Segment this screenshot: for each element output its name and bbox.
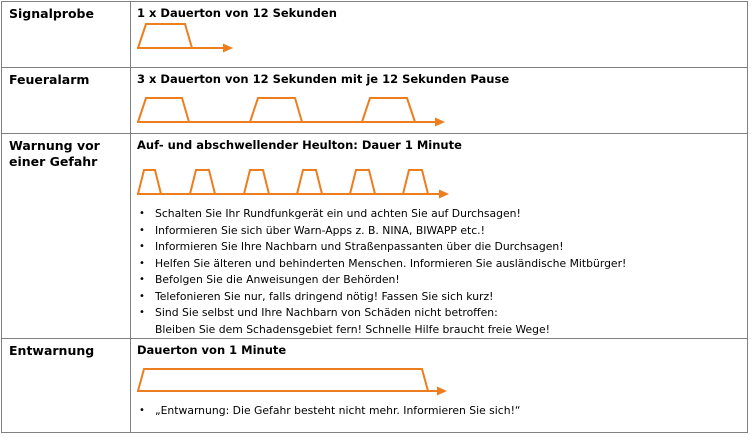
signal-pulse (138, 24, 192, 48)
signal-pulse (297, 170, 322, 194)
timeline-arrowhead (437, 387, 447, 396)
row-label: Feueralarm (2, 68, 131, 134)
signal-pulse (190, 170, 215, 194)
list-item: • Telefonieren Sie nur, falls dringend nötig! Fassen Sie sich kurz! (155, 289, 747, 306)
timeline-arrowhead (435, 118, 445, 127)
row-label (2, 134, 131, 339)
siren-signal-diagram (137, 357, 467, 397)
signal-pulse (403, 170, 428, 194)
signal-pulse (138, 369, 428, 391)
row-content (131, 2, 748, 68)
signal-description: 3 x Dauerton von 12 Sekunden mit je 12 Sekunden Pause (137, 72, 510, 86)
list-item: • Helfen Sie älteren und behinderten Menschen. Informieren Sie ausländische Mitbürger! (155, 256, 747, 273)
list-item: • „Entwarnung: Die Gefahr besteht nicht mehr. Informieren Sie sich!“ (155, 403, 747, 420)
list-item-continuation: Bleiben Sie dem Schadensgebiet fern! Schnelle Hilfe braucht freie Wege! (155, 322, 550, 336)
signal-description: Auf- und abschwellender Heulton: Dauer 1 Minute (137, 138, 462, 152)
siren-signals-table (1, 1, 748, 433)
signal-pulse (362, 98, 415, 122)
row-label-line: einer Gefahr (9, 154, 98, 169)
signal-pulse (138, 170, 161, 194)
signal-description: 1 x Dauerton von 12 Sekunden (137, 6, 337, 20)
row-content (131, 134, 748, 339)
row-entwarnung (2, 339, 748, 433)
list-item: • Informieren Sie sich über Warn-Apps z. B. NINA, BIWAPP etc.! (155, 223, 747, 240)
siren-signal-diagram (137, 86, 467, 130)
row-label-line: Warnung vor (9, 138, 100, 153)
timeline-arrowhead (439, 190, 449, 199)
siren-signal-diagram (137, 152, 467, 200)
row-content (131, 339, 748, 433)
list-item-text: Sind Sie selbst und Ihre Nachbarn von Schäden nicht betroffen: (155, 306, 498, 319)
list-item: • Befolgen Sie die Anweisungen der Behörden! (155, 272, 747, 289)
row-feueralarm (2, 68, 748, 134)
siren-signal-diagram (137, 20, 247, 56)
row-label: Signalprobe (2, 2, 131, 68)
signal-pulse (138, 98, 189, 122)
timeline-arrowhead (223, 44, 233, 53)
signal-pulse (244, 170, 269, 194)
instructions-list (137, 403, 747, 420)
instructions-list (137, 206, 747, 338)
list-item (155, 305, 747, 338)
row-signalprobe (2, 2, 748, 68)
signal-description: Dauerton von 1 Minute (137, 343, 287, 357)
signal-pulse (350, 170, 375, 194)
row-content (131, 68, 748, 134)
list-item: • Informieren Sie Ihre Nachbarn und Straßenpassanten über die Durchsagen! (155, 239, 747, 256)
signal-pulse (250, 98, 302, 122)
row-warnung (2, 134, 748, 339)
row-label: Entwarnung (2, 339, 131, 433)
list-item: • Schalten Sie Ihr Rundfunkgerät ein und achten Sie auf Durchsagen! (155, 206, 747, 223)
